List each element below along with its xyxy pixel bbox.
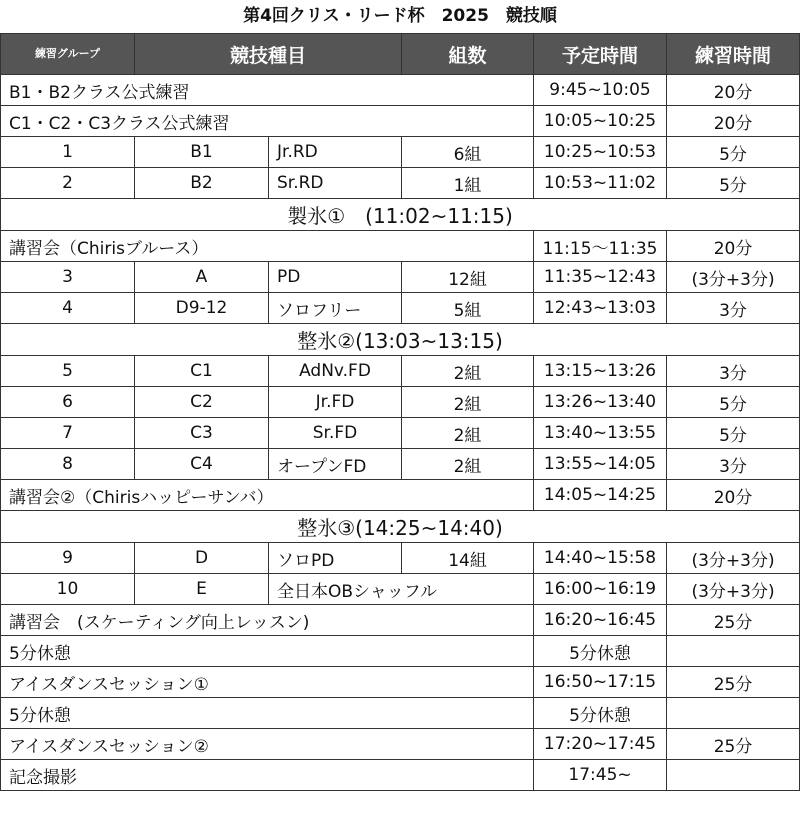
practice-cell: 3分 — [667, 449, 800, 480]
class-cell: C2 — [135, 387, 269, 418]
practice-cell — [667, 698, 800, 729]
table-row — [1, 698, 800, 729]
time-cell: 12:43~13:03 — [534, 293, 667, 324]
event-cell: Sr.FD — [269, 418, 402, 449]
span-cell: 5分休憩 — [1, 636, 534, 667]
header-practice: 練習時間 — [667, 34, 800, 75]
section-cell: 整氷③(14:25~14:40) — [1, 511, 800, 543]
span-cell: アイスダンスセッション② — [1, 729, 534, 760]
table-row — [1, 480, 800, 511]
table-row — [1, 667, 800, 698]
group-cell: 4 — [1, 293, 135, 324]
table-row — [1, 262, 800, 293]
time-cell: 13:40~13:55 — [534, 418, 667, 449]
class-cell: E — [135, 574, 269, 605]
table-row — [1, 231, 800, 262]
practice-cell: 5分 — [667, 387, 800, 418]
span-cell: 講習会（Chirisブルース） — [1, 231, 534, 262]
time-cell: 16:50~17:15 — [534, 667, 667, 698]
span-cell: 記念撮影 — [1, 760, 534, 791]
event-cell: Jr.FD — [269, 387, 402, 418]
span-cell: C1・C2・C3クラス公式練習 — [1, 106, 534, 137]
practice-cell: 25分 — [667, 667, 800, 698]
schedule-table — [0, 33, 800, 791]
practice-cell: (3分+3分) — [667, 543, 800, 574]
span-cell: 講習会②（Chirisハッピーサンバ） — [1, 480, 534, 511]
event-cell: ソロPD — [269, 543, 402, 574]
count-cell: 2組 — [402, 418, 534, 449]
class-cell: B2 — [135, 168, 269, 199]
span-cell: アイスダンスセッション① — [1, 667, 534, 698]
header-group: 練習グループ — [1, 34, 135, 75]
time-cell: 17:20~17:45 — [534, 729, 667, 760]
table-row — [1, 293, 800, 324]
table-row — [1, 168, 800, 199]
practice-cell: (3分+3分) — [667, 574, 800, 605]
count-cell: 6組 — [402, 137, 534, 168]
table-row — [1, 418, 800, 449]
practice-cell: 20分 — [667, 231, 800, 262]
table-row — [1, 543, 800, 574]
table-row — [1, 574, 800, 605]
class-cell: B1 — [135, 137, 269, 168]
practice-cell: 25分 — [667, 605, 800, 636]
count-cell: 12組 — [402, 262, 534, 293]
table-row — [1, 387, 800, 418]
section-cell: 製氷① (11:02~11:15) — [1, 199, 800, 231]
time-cell: 14:05~14:25 — [534, 480, 667, 511]
header-count: 組数 — [402, 34, 534, 75]
time-cell: 9:45~10:05 — [534, 75, 667, 106]
practice-cell: 3分 — [667, 293, 800, 324]
group-cell: 2 — [1, 168, 135, 199]
group-cell: 9 — [1, 543, 135, 574]
group-cell: 3 — [1, 262, 135, 293]
group-cell: 5 — [1, 356, 135, 387]
practice-cell: 25分 — [667, 729, 800, 760]
practice-cell: (3分+3分) — [667, 262, 800, 293]
time-cell: 10:25~10:53 — [534, 137, 667, 168]
class-cell: C3 — [135, 418, 269, 449]
event-cell: ソロフリー — [269, 293, 402, 324]
table-row — [1, 106, 800, 137]
span-cell: 講習会 (スケーティング向上レッスン) — [1, 605, 534, 636]
count-cell: 1組 — [402, 168, 534, 199]
group-cell: 6 — [1, 387, 135, 418]
section-cell: 整氷②(13:03~13:15) — [1, 324, 800, 356]
event-cell: Sr.RD — [269, 168, 402, 199]
practice-cell — [667, 760, 800, 791]
event-cell: 全日本OBシャッフル — [269, 574, 534, 605]
group-cell: 10 — [1, 574, 135, 605]
table-row — [1, 356, 800, 387]
time-cell: 11:35~12:43 — [534, 262, 667, 293]
count-cell: 2組 — [402, 449, 534, 480]
event-cell: AdNv.FD — [269, 356, 402, 387]
event-cell: オープンFD — [269, 449, 402, 480]
table-row — [1, 449, 800, 480]
header-row — [1, 34, 800, 75]
practice-cell: 5分 — [667, 418, 800, 449]
time-cell: 13:15~13:26 — [534, 356, 667, 387]
time-cell: 13:55~14:05 — [534, 449, 667, 480]
event-cell: PD — [269, 262, 402, 293]
header-time: 予定時間 — [534, 34, 667, 75]
span-cell: 5分休憩 — [1, 698, 534, 729]
class-cell: C1 — [135, 356, 269, 387]
practice-cell: 20分 — [667, 106, 800, 137]
table-row — [1, 605, 800, 636]
time-cell: 5分休憩 — [534, 636, 667, 667]
table-row — [1, 137, 800, 168]
table-row — [1, 636, 800, 667]
group-cell: 8 — [1, 449, 135, 480]
section-row — [1, 199, 800, 231]
time-cell: 5分休憩 — [534, 698, 667, 729]
group-cell: 7 — [1, 418, 135, 449]
class-cell: D9-12 — [135, 293, 269, 324]
class-cell: A — [135, 262, 269, 293]
class-cell: C4 — [135, 449, 269, 480]
span-cell: B1・B2クラス公式練習 — [1, 75, 534, 106]
time-cell: 14:40~15:58 — [534, 543, 667, 574]
table-row — [1, 75, 800, 106]
section-row — [1, 324, 800, 356]
practice-cell — [667, 636, 800, 667]
practice-cell: 3分 — [667, 356, 800, 387]
time-cell: 17:45~ — [534, 760, 667, 791]
count-cell: 5組 — [402, 293, 534, 324]
class-cell: D — [135, 543, 269, 574]
table-row — [1, 760, 800, 791]
schedule-title: 第4回クリス・リード杯 2025 競技順 — [243, 6, 557, 26]
practice-cell: 5分 — [667, 137, 800, 168]
event-cell: Jr.RD — [269, 137, 402, 168]
time-cell: 10:53~11:02 — [534, 168, 667, 199]
time-cell: 16:00~16:19 — [534, 574, 667, 605]
time-cell: 10:05~10:25 — [534, 106, 667, 137]
count-cell: 2組 — [402, 356, 534, 387]
practice-cell: 20分 — [667, 75, 800, 106]
practice-cell: 5分 — [667, 168, 800, 199]
group-cell: 1 — [1, 137, 135, 168]
section-row — [1, 511, 800, 543]
table-row — [1, 729, 800, 760]
count-cell: 2組 — [402, 387, 534, 418]
count-cell: 14組 — [402, 543, 534, 574]
time-cell: 11:15～11:35 — [534, 231, 667, 262]
practice-cell: 20分 — [667, 480, 800, 511]
time-cell: 13:26~13:40 — [534, 387, 667, 418]
header-event: 競技種目 — [135, 34, 402, 75]
time-cell: 16:20~16:45 — [534, 605, 667, 636]
